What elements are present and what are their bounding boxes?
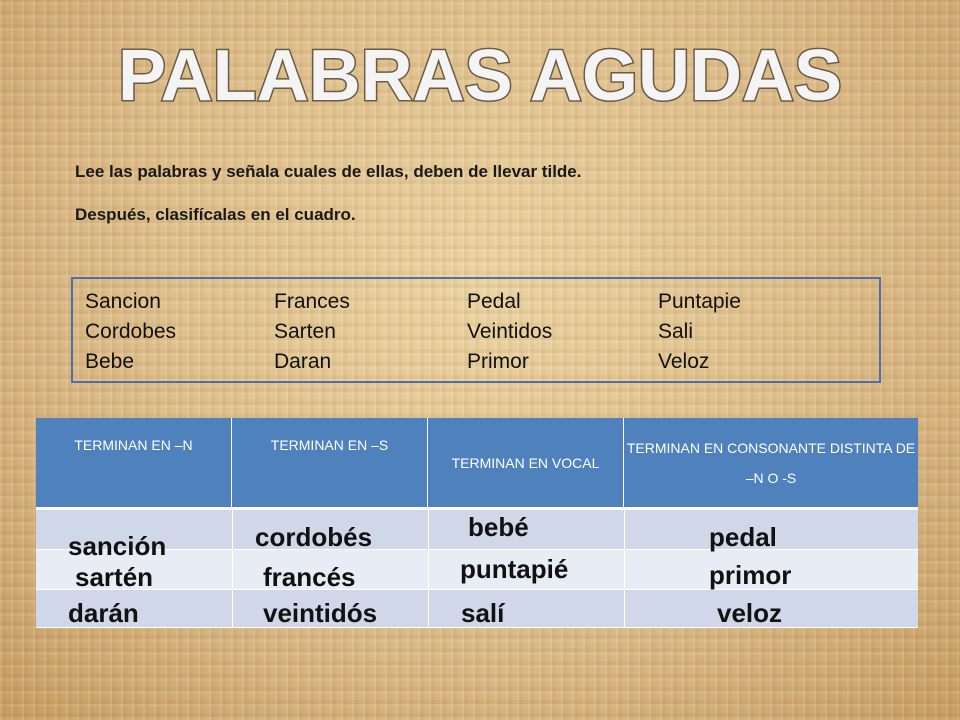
answer-vocal-2: puntapié (460, 554, 569, 584)
answer-s-1: cordobés (255, 522, 373, 552)
word-item: Veloz (658, 350, 710, 373)
word-item: Puntapie (658, 290, 741, 313)
answer-s-3: veintidós (263, 598, 378, 628)
answer-vocal-1: bebé (468, 512, 529, 542)
page-title-text: PALABRAS AGUDAS (117, 36, 843, 116)
page-title-art (117, 30, 843, 120)
instruction-line-2: Después, clasifícalas en el cuadro. (75, 205, 356, 224)
word-item: Primor (467, 350, 529, 373)
word-item: Veintidos (467, 320, 553, 343)
word-item: Pedal (467, 290, 521, 313)
header-ending-n: TERMINAN EN –N (36, 418, 232, 507)
column-divider (624, 510, 625, 628)
column-divider (232, 510, 233, 628)
answer-n-2: sartén (75, 562, 154, 592)
instruction-line-1: Lee las palabras y señala cuales de ellas, deben de llevar tilde. (75, 162, 582, 181)
word-item: Daran (274, 350, 332, 373)
table-header-row (36, 418, 918, 510)
word-item: Sancion (85, 290, 161, 313)
word-column-1 (85, 287, 176, 377)
header-ending-consonant: TERMINAN EN CONSONANTE DISTINTA DE –N O -S (626, 439, 916, 486)
word-item: Sali (658, 320, 694, 343)
answer-s-2: francés (263, 562, 356, 592)
word-list-box (71, 277, 881, 383)
word-item: Cordobes (85, 320, 177, 343)
word-item: Bebe (85, 350, 135, 373)
answer-n-3: darán (68, 598, 139, 628)
answer-consonante-2: primor (709, 560, 792, 590)
answer-vocal-3: salí (461, 598, 505, 628)
answer-consonante-1: pedal (709, 522, 777, 552)
answer-consonante-3: veloz (717, 598, 783, 628)
column-divider (428, 510, 429, 628)
word-column-3 (467, 287, 552, 377)
header-ending-s: TERMINAN EN –S (232, 418, 428, 507)
word-column-2 (274, 287, 350, 377)
answer-n-1: sanción (68, 531, 167, 561)
word-item: Sarten (274, 320, 336, 343)
word-column-4 (658, 287, 741, 377)
page-title (117, 30, 843, 120)
header-ending-vowel: TERMINAN EN VOCAL (428, 418, 624, 507)
word-item: Frances (274, 290, 350, 313)
